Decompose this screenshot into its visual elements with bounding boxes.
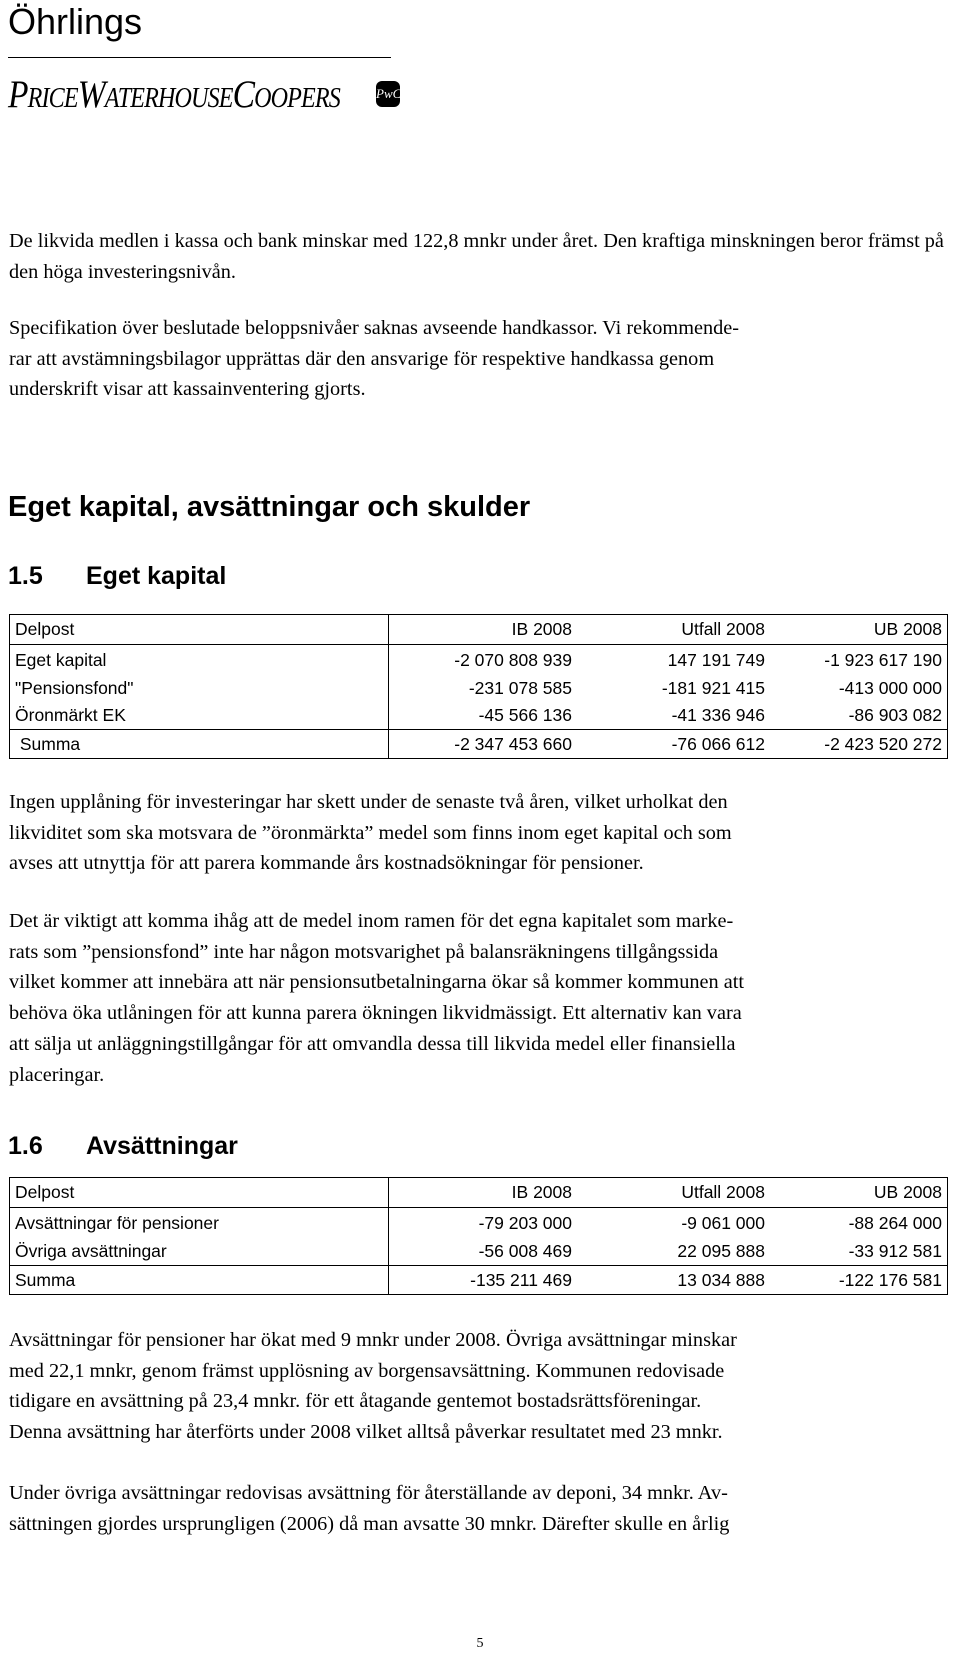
section-heading: Eget kapital, avsättningar och skulder: [8, 491, 531, 523]
table-cell: -135 211 469: [389, 1266, 578, 1295]
text-line: behöva öka utlåningen för att kunna parera ökningen likvidmässigt. Ett alternativ kan vara: [9, 1002, 742, 1025]
paragraph-petty-cash: [9, 313, 951, 405]
table-cell: -2 070 808 939: [454, 650, 572, 670]
paragraph-pension-fund: [9, 906, 951, 1090]
table-cell: 13 034 888: [577, 1266, 770, 1295]
table-cell: Summa: [10, 1266, 389, 1295]
table-cell: -86 903 082: [770, 702, 948, 730]
subsection-number: 1.5: [8, 562, 43, 590]
subsection-title: Eget kapital: [86, 562, 227, 590]
text-line: Denna avsättning har återförts under 2008 vilket alltså påverkar resultatet med 23 mnkr.: [9, 1421, 723, 1444]
table-cell: -41 336 946: [577, 702, 770, 730]
subsection-number: 1.6: [8, 1132, 43, 1160]
table-cell: -45 566 136: [389, 702, 578, 730]
column-header: IB 2008: [389, 1178, 578, 1208]
provisions-table: [9, 1177, 948, 1295]
company-logo: [8, 1, 402, 116]
table-cell: Avsättningar för pensioner: [10, 1208, 389, 1239]
subsection-heading-provisions: [8, 1130, 238, 1162]
text-line: rats som ”pensionsfond” inte har någon motsvarighet på balansräkningens tillgångssida: [9, 940, 719, 963]
table-row: [10, 1238, 948, 1266]
text-line: underskrift visar att kassainventering gjorts.: [9, 378, 366, 401]
table-sum-row: [10, 1266, 948, 1295]
table-cell: 147 191 749: [667, 650, 765, 670]
table-cell: -231 078 585: [468, 678, 572, 698]
table-row: [10, 645, 948, 676]
text-line: Under övriga avsättningar redovisas avsättning för återställande av deponi, 34 mnkr. Av-: [9, 1482, 728, 1504]
table-cell: Öronmärkt EK: [10, 702, 389, 730]
text-line: vilket kommer att innebära att när pensionsutbetalningarna ökar så kommer kommunen att: [9, 971, 744, 994]
table-cell: -2 347 453 660: [389, 730, 578, 759]
column-header: UB 2008: [770, 615, 948, 645]
text-line: likviditet som ska motsvara de ”öronmärkta” medel som finns inom eget kapital och som: [9, 821, 732, 844]
equity-table: [9, 614, 948, 759]
column-header: Delpost: [10, 615, 389, 645]
text-line: Det är viktigt att komma ihåg att de medel inom ramen för det egna kapitalet som marke-: [9, 910, 734, 932]
paragraph-landfill: [9, 1478, 951, 1539]
table-cell: -9 061 000: [681, 1213, 765, 1233]
text-line: Avsättningar för pensioner har ökat med 9 mnkr under 2008. Övriga avsättningar minskar: [9, 1329, 737, 1351]
text-line: tidigare en avsättning på 23,4 mnkr. för ett åtagande gentemot bostadsrättsföreningar.: [9, 1390, 702, 1413]
text-line: rar att avstämningsbilagor upprättas där den ansvarige för respektive handkassa genom: [9, 347, 715, 370]
table-row: [10, 1208, 948, 1239]
text-line: Specifikation över beslutade beloppsnivåer saknas avseende handkassor. Vi rekommende-: [9, 317, 740, 339]
table-cell: -79 203 000: [478, 1213, 572, 1233]
page-number: 5: [476, 1636, 484, 1651]
table-cell: -56 008 469: [389, 1238, 578, 1266]
table-header-row: [10, 1178, 948, 1208]
table-cell: -413 000 000: [770, 675, 948, 702]
table-cell: -1 923 617 190: [770, 645, 948, 676]
table-cell: 22 095 888: [577, 1238, 770, 1266]
table-cell: -181 921 415: [661, 678, 765, 698]
table-cell: Övriga avsättningar: [10, 1238, 389, 1266]
column-header: Utfall 2008: [577, 615, 770, 645]
table-sum-row: [10, 730, 948, 759]
column-header: Delpost: [10, 1178, 389, 1208]
text-line: Ingen upplåning för investeringar har skett under de senaste två åren, vilket urholkat den: [9, 791, 728, 813]
table-row: [10, 675, 948, 702]
logo-divider: [8, 57, 391, 58]
column-header: UB 2008: [770, 1178, 948, 1208]
table-cell: Eget kapital: [10, 645, 389, 676]
text-line: att sälja ut anläggningstillgångar för att omvandla dessa till likvida medel eller finansiella: [9, 1032, 736, 1055]
text-line: avses att utnyttja för att parera kommande års kostnadsökningar för pensioner.: [9, 852, 644, 875]
table-cell: -122 176 581: [770, 1266, 948, 1295]
paragraph-liquid-funds: De likvida medlen i kassa och bank minskar med 122,8 mnkr under året. Den kraftiga minskningen beror främst på den höga investeringsnivån.: [9, 230, 944, 283]
table-cell: -76 066 612: [577, 730, 770, 759]
logo-network-wordmark: PRICEWATERHOUSECOOPERS: [8, 73, 340, 116]
table-header-row: [10, 615, 948, 645]
logo-seal-icon: PwC: [376, 81, 400, 107]
column-header: Utfall 2008: [577, 1178, 770, 1208]
column-header: IB 2008: [389, 615, 578, 645]
text-line: med 22,1 mnkr, genom främst upplösning av borgensavsättning. Kommunen redovisade: [9, 1359, 725, 1382]
subsection-title: Avsättningar: [86, 1132, 238, 1160]
subsection-heading-equity: [8, 560, 226, 592]
table-cell: -33 912 581: [770, 1238, 948, 1266]
text-line: placeringar.: [9, 1063, 105, 1086]
paragraph-borrowing: [9, 787, 951, 879]
table-row: [10, 702, 948, 730]
text-line: sättningen gjordes ursprungligen (2006) då man avsatte 30 mnkr. Därefter skulle en årlig: [9, 1512, 730, 1535]
paragraph-provisions-change: [9, 1325, 951, 1448]
logo-firm-name: Öhrlings: [8, 1, 143, 42]
table-cell: -2 423 520 272: [770, 730, 948, 759]
table-cell: Summa: [10, 730, 389, 759]
table-cell: "Pensionsfond": [10, 675, 389, 702]
table-cell: -88 264 000: [770, 1208, 948, 1239]
